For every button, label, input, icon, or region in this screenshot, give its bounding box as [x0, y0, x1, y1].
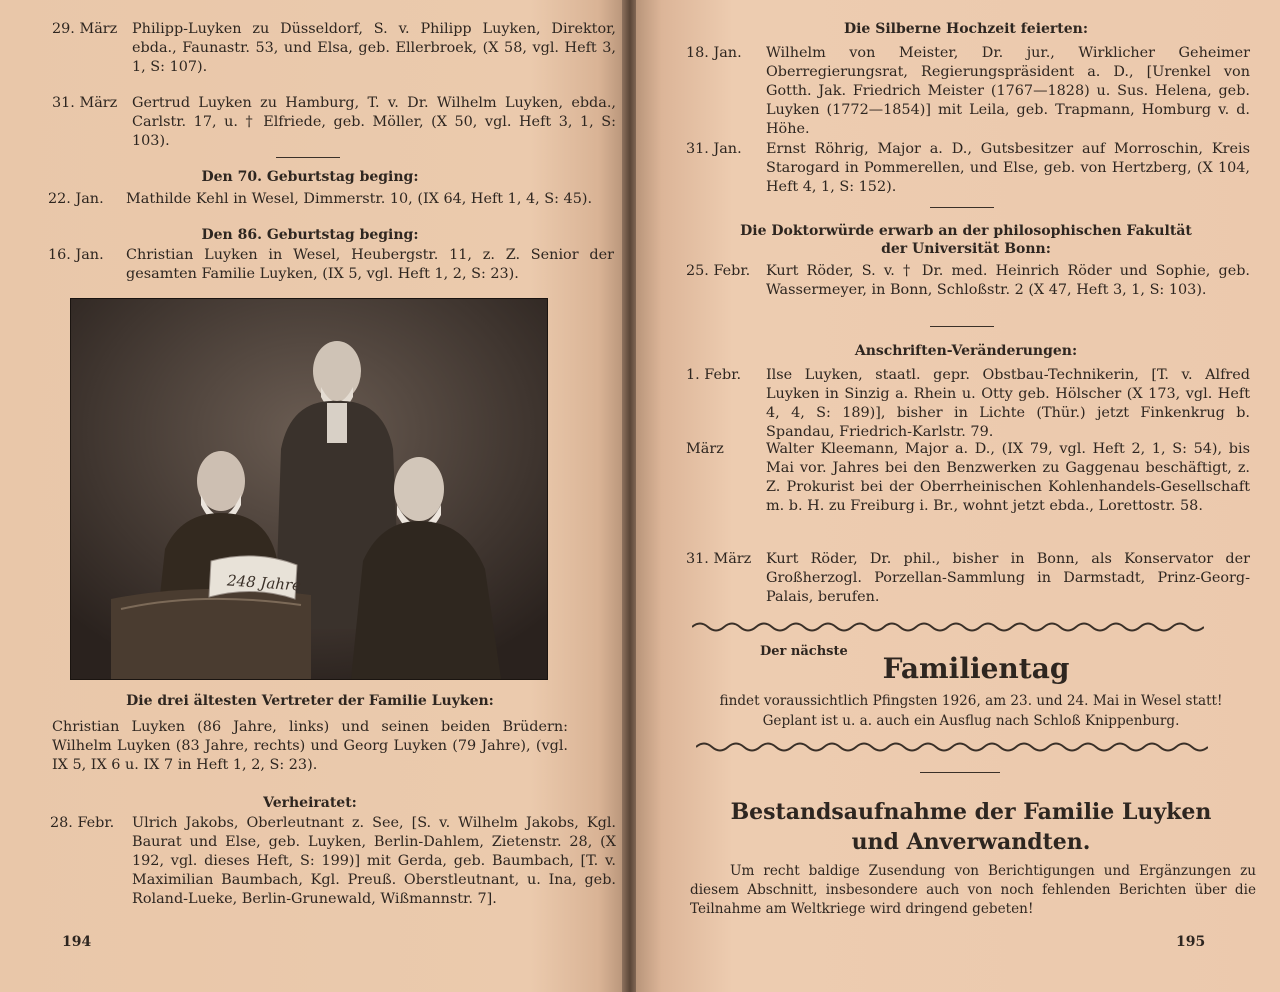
ornament-border-bottom: [696, 740, 1208, 754]
address-entry: [686, 550, 1252, 608]
anniversary-entry: [686, 140, 1252, 200]
page-number: 194: [62, 934, 92, 950]
family-photograph: [70, 298, 548, 680]
photo-caption-heading: Die drei ältesten Vertreter der Familie Luyken:: [126, 693, 494, 709]
caption-body: Christian Luyken (86 Jahre, links) und seinen beiden Brüdern: Wilhelm Luyken (83 Jahre, rechts) und Georg Luyken (79 Jahre), (vgl. IX 5, IX 6 u. IX 7 in Heft 1, 2, S: 23).: [52, 719, 568, 773]
inventory-text: Um recht baldige Zusendung von Berichtigungen und Ergänzungen zu diesem Abschnitt, insbesondere auch von noch fehlenden Berichten über die Teilnahme am Weltkriege wird dringend gebeten!: [690, 863, 1256, 917]
section-heading: Die Doktorwürde erwarb an der philosophischen Fakultät: [740, 223, 1192, 239]
inventory-title: Bestandsaufnahme der Familie Luyken: [730, 799, 1212, 825]
entry-text: Ilse Luyken, staatl. gepr. Obstbau-Technikerin, [T. v. Alfred Luyken in Sinzig a. Rhein u. Otty geb. Hölscher (X 173, vgl. Heft 4, 4, S: 189)], bisher in Lichte (Thür.) jetzt Finkenkrug b. Spandau, Friedrich-Karlstr. 79.: [766, 367, 1250, 440]
entry-text: Walter Kleemann, Major a. D., (IX 79, vgl. Heft 2, 1, S: 54), bis Mai vor. Jahres bei den Benzwerken zu Gaggenau beschäftigt, z. Z. Prokurist bei der Oberrheinischen Kohlenhandels-Gesellschaft m. b. H. zu Freiburg i. Br., wohnt jetzt ebda., Lorettostr. 58.: [766, 441, 1250, 514]
section-heading: Verheiratet:: [263, 795, 357, 811]
divider: [276, 157, 340, 158]
entry-text: Gertrud Luyken zu Hamburg, T. v. Dr. Wilhelm Luyken, ebda., Carlstr. 17, u. † Elfriede, geb. Möller, (X 50, vgl. Heft 3, 1, S: 103).: [132, 95, 616, 149]
left-page: [0, 0, 624, 992]
entry-date: 29. März: [52, 21, 118, 37]
entry-date: 25. Febr.: [686, 263, 751, 279]
entry-text: Philipp-Luyken zu Düsseldorf, S. v. Philipp Luyken, Direktor, ebda., Faunastr. 53, und Elsa, geb. Ellerbroek, (X 58, vgl. Heft 3, 1, S: 107).: [132, 21, 616, 75]
doctorate-entry: [686, 262, 1252, 320]
entry-date: 16. Jan.: [48, 247, 104, 263]
entry-date: 1. Febr.: [686, 367, 742, 383]
entry-date: 22. Jan.: [48, 191, 104, 207]
entry-text: Ulrich Jakobs, Oberleutnant z. See, [S. v. Wilhelm Jakobs, Kgl. Baurat und Else, geb. Luyken, Berlin-Dahlem, Zietenstr. 28, (X 192, vgl. dieses Heft, S: 199)] mit Gerda, geb. Baumbach, [T. v. Maximilian Baumbach, Kgl. Preuß. Oberstleutnant, u. Ina, geb. Roland-Lueke, Berlin-Grunewald, Wißmannstr. 7].: [132, 815, 616, 907]
section-heading: Anschriften-Veränderungen:: [854, 343, 1078, 359]
entry-text: Kurt Röder, S. v. † Dr. med. Heinrich Röder und Sophie, geb. Wassermeyer, in Bonn, Schloßstr. 2 (X 47, Heft 3, 1, S: 103).: [766, 263, 1250, 298]
familientag-title: Familientag: [882, 652, 1070, 685]
birthday-entry: [48, 246, 614, 286]
divider: [930, 207, 994, 208]
anniversary-entry: [686, 44, 1252, 140]
entry-date: März: [686, 441, 724, 457]
familientag-line: Geplant ist u. a. auch ein Ausflug nach Schloß Knippenburg.: [762, 713, 1180, 729]
section-heading: Den 70. Geburtstag beging:: [201, 169, 419, 185]
entry-text: Kurt Röder, Dr. phil., bisher in Bonn, als Konservator der Großherzogl. Porzellan-Sammlung in Darmstadt, Prinz-Georg-Palais, berufen.: [766, 551, 1250, 605]
entry-date: 18. Jan.: [686, 45, 742, 61]
inventory-title: und Anverwandten.: [851, 829, 1091, 855]
section-heading: Die Silberne Hochzeit feierten:: [843, 21, 1089, 37]
familientag-line: findet voraussichtlich Pfingsten 1926, am 23. und 24. Mai in Wesel statt!: [719, 693, 1223, 709]
address-entry: [686, 440, 1252, 536]
familientag-intro: Der nächste: [760, 644, 848, 659]
entry-text: Ernst Röhrig, Major a. D., Gutsbesitzer auf Morroschin, Kreis Starogard in Pommerellen, und Else, geb. von Hertzberg, (X 104, Heft 4, 1, S: 152).: [766, 141, 1250, 195]
marriage-entry: [50, 814, 616, 924]
entry-text: Wilhelm von Meister, Dr. jur., Wirklicher Geheimer Oberregierungsrat, Regierungspräsident a. D., [Urenkel von Gotth. Jak. Friedrich Meister (1767—1828) u. Sus. Helena, geb. Luyken (1772—1854)] mit Leila, geb. Trapmann, Homburg v. d. Höhe.: [766, 45, 1250, 137]
ornament-border-top: [692, 620, 1204, 634]
entry-text: Mathilde Kehl in Wesel, Dimmerstr. 10, (IX 64, Heft 1, 4, S: 45).: [126, 191, 593, 207]
entry-date: 31. März: [52, 95, 118, 111]
page-number: 195: [1176, 934, 1206, 950]
entry-date: 31. März: [686, 551, 752, 567]
photo-banner-text: 248 Jahre: [226, 571, 302, 595]
photo-caption-text: [52, 718, 568, 794]
divider: [930, 326, 994, 327]
entry-text: Christian Luyken in Wesel, Heubergstr. 11, z. Z. Senior der gesamten Familie Luyken, (IX 5, vgl. Heft 1, 2, S: 23).: [126, 247, 614, 282]
birth-entry: [52, 20, 616, 78]
photo-illustration: [71, 299, 547, 679]
birth-entry: [52, 94, 616, 152]
entry-date: 28. Febr.: [50, 815, 115, 831]
right-page: [636, 0, 1280, 992]
section-heading: der Universität Bonn:: [881, 241, 1051, 257]
birthday-entry: [48, 190, 593, 228]
address-entry: [686, 366, 1252, 442]
entry-date: 31. Jan.: [686, 141, 742, 157]
divider: [920, 772, 1000, 773]
section-heading: Den 86. Geburtstag beging:: [201, 227, 419, 243]
